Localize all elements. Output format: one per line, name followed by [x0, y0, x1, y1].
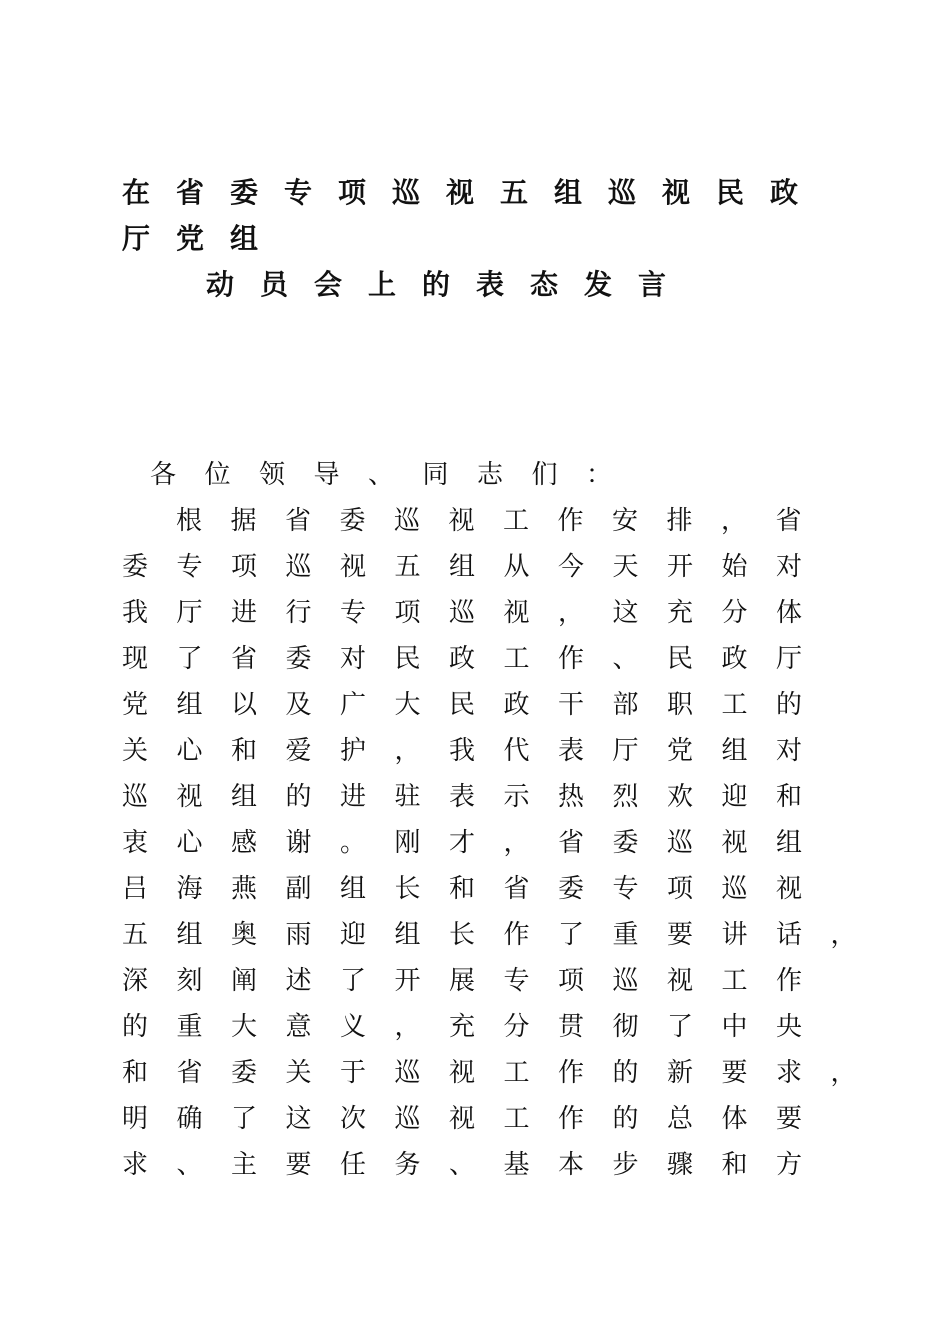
body-line: 衷心感谢。刚才，省委巡视组 [122, 828, 831, 858]
document-body [122, 452, 922, 1188]
body-line: 现了省委对民政工作、民政厅 [122, 644, 831, 674]
document-title-line-2: 厅党组 [122, 222, 285, 255]
body-line: 关心和爱护，我代表厅党组对 [122, 736, 831, 766]
body-line: 的重大意义，充分贯彻了中央 [122, 1012, 831, 1042]
body-line: 求、主要任务、基本步骤和方 [122, 1150, 831, 1180]
body-line: 委专项巡视五组从今天开始对 [122, 552, 831, 582]
body-line: 明确了这次巡视工作的总体要 [122, 1104, 831, 1134]
body-line: 我厅进行专项巡视，这充分体 [122, 598, 831, 628]
body-line: 深刻阐述了开展专项巡视工作 [122, 966, 831, 996]
salutation: 各位领导、同志们： [150, 460, 641, 490]
body-line: 和省委关于巡视工作的新要求， [122, 1058, 886, 1088]
body-line: 党组以及广大民政干部职工的 [122, 690, 831, 720]
document-title-line-3: 动员会上的表态发言 [206, 268, 693, 301]
body-line: 巡视组的进驻表示热烈欢迎和 [122, 782, 831, 812]
document-title-line-1: 在省委专项巡视五组巡视民政 [122, 176, 825, 209]
body-line: 根据省委巡视工作安排，省 [176, 506, 831, 536]
body-line: 五组奥雨迎组长作了重要讲话， [122, 920, 886, 950]
body-line: 吕海燕副组长和省委专项巡视 [122, 874, 831, 904]
